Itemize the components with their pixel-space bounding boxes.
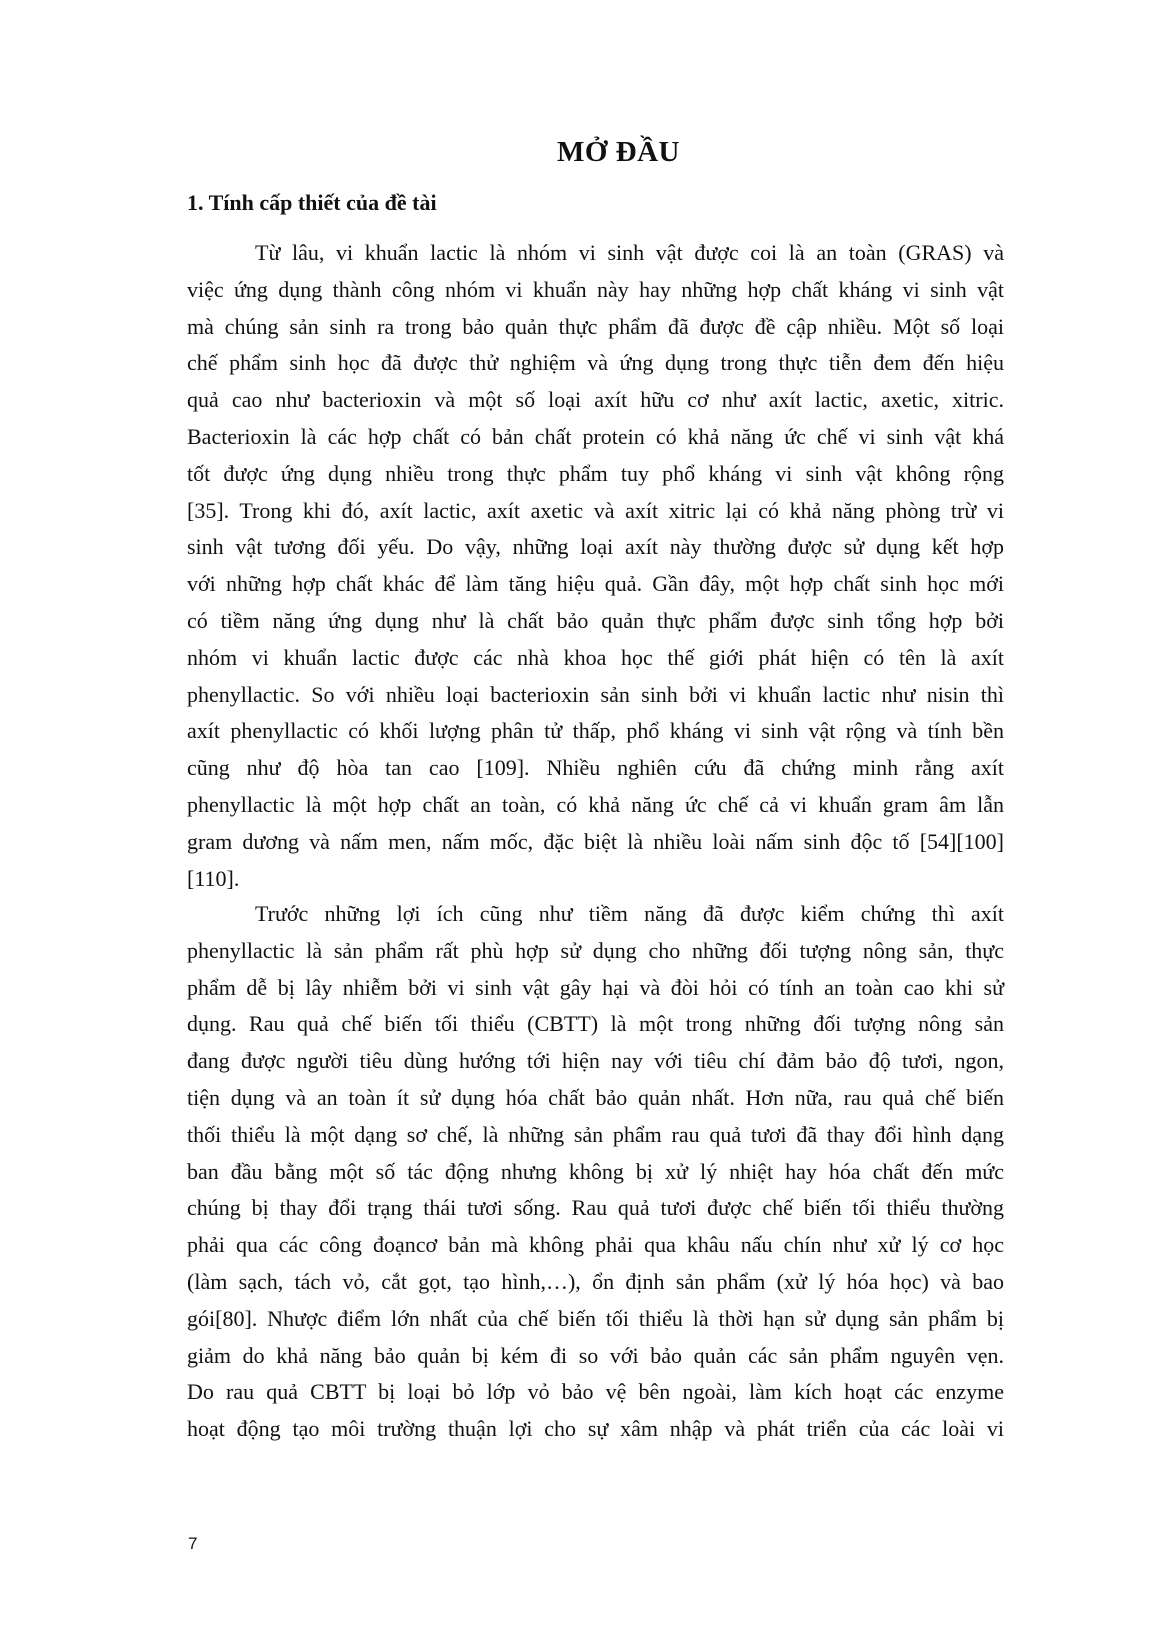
paragraph-line: phẩm dễ bị lây nhiễm bởi vi sinh vật gây hại và đòi hỏi có tính an toàn cao khi sử bbox=[187, 974, 1004, 1000]
paragraph-line: đang được người tiêu dùng hướng tới hiện nay với tiêu chí đảm bảo độ tươi, ngon, bbox=[187, 1048, 1004, 1074]
paragraph-line: mà chúng sản sinh ra trong bảo quản thực phẩm đã được đề cập nhiều. Một số loại bbox=[187, 313, 1004, 339]
paragraph-line: Bacterioxin là các hợp chất có bản chất protein có khả năng ức chế vi sinh vật khá bbox=[187, 423, 1004, 449]
paragraph-line: [110]. bbox=[187, 865, 240, 891]
section-heading: 1. Tính cấp thiết của đề tài bbox=[187, 190, 437, 215]
paragraph-line: cũng như độ hòa tan cao [109]. Nhiều nghiên cứu đã chứng minh rằng axít bbox=[187, 755, 1004, 781]
paragraph-line: chúng bị thay đổi trạng thái tươi sống. Rau quả tươi được chế biến tối thiểu thường bbox=[187, 1195, 1004, 1221]
paragraph-line: gói[80]. Nhược điểm lớn nhất của chế biến tối thiểu là thời hạn sử dụng sản phẩm bị bbox=[187, 1305, 1004, 1331]
paragraph-line: hoạt động tạo môi trường thuận lợi cho sự xâm nhập và phát triển của các loài vi bbox=[187, 1416, 1004, 1442]
paragraph-line: gram dương và nấm men, nấm mốc, đặc biệt là nhiều loài nấm sinh độc tố [54][100] bbox=[187, 828, 1004, 854]
paragraph-line: [35]. Trong khi đó, axít lactic, axít axetic và axít xitric lại có khả năng phòng trừ vi bbox=[187, 497, 1004, 523]
paragraph-line: sinh vật tương đối yếu. Do vậy, những loại axít này thường được sử dụng kết hợp bbox=[187, 534, 1004, 560]
paragraph-line: phenyllactic. So với nhiều loại bacterioxin sản sinh bởi vi khuẩn lactic như nisin thì bbox=[187, 681, 1004, 707]
paragraph-line: Trước những lợi ích cũng như tiềm năng đã được kiểm chứng thì axít bbox=[255, 901, 1004, 926]
paragraph-line: nhóm vi khuẩn lactic được các nhà khoa học thế giới phát hiện có tên là axít bbox=[187, 644, 1004, 670]
paragraph-line: quả cao như bacterioxin và một số loại axít hữu cơ như axít lactic, axetic, xitric. bbox=[187, 387, 1004, 413]
paragraph-line: thối thiểu là một dạng sơ chế, là những sản phẩm rau quả tươi đã thay đổi hình dạng bbox=[187, 1121, 1004, 1147]
paragraph-line: việc ứng dụng thành công nhóm vi khuẩn này hay những hợp chất kháng vi sinh vật bbox=[187, 276, 1004, 302]
paragraph-line: ban đầu bằng một số tác động nhưng không bị xử lý nhiệt hay hóa chất đến mức bbox=[187, 1158, 1004, 1184]
paragraph-line: Do rau quả CBTT bị loại bỏ lớp vỏ bảo vệ bên ngoài, làm kích hoạt các enzyme bbox=[187, 1379, 1004, 1405]
paragraph-2 bbox=[187, 896, 1004, 1448]
paragraph-line: Từ lâu, vi khuẩn lactic là nhóm vi sinh vật được coi là an toàn (GRAS) và bbox=[255, 240, 1004, 265]
paragraph-line: tốt được ứng dụng nhiều trong thực phẩm tuy phổ kháng vi sinh vật không rộng bbox=[187, 460, 1004, 486]
paragraph-line: chế phẩm sinh học đã được thử nghiệm và ứng dụng trong thực tiễn đem đến hiệu bbox=[187, 350, 1004, 376]
paragraph-1 bbox=[187, 235, 1004, 897]
paragraph-line: phải qua các công đoạncơ bản mà không phải qua khâu nấu chín như xử lý cơ học bbox=[187, 1232, 1004, 1258]
document-title: MỞ ĐẦU bbox=[556, 136, 680, 168]
paragraph-line: axít phenyllactic có khối lượng phân tử thấp, phổ kháng vi sinh vật rộng và tính bền bbox=[187, 718, 1004, 744]
paragraph-line: dụng. Rau quả chế biến tối thiểu (CBTT) là một trong những đối tượng nông sản bbox=[187, 1011, 1004, 1037]
paragraph-line: giảm do khả năng bảo quản bị kém đi so với bảo quản các sản phẩm nguyên vẹn. bbox=[187, 1342, 1004, 1368]
paragraph-line: phenyllactic là một hợp chất an toàn, có khả năng ức chế cả vi khuẩn gram âm lẫn bbox=[187, 791, 1004, 817]
page-number: 7 bbox=[188, 1534, 198, 1553]
paragraph-line: với những hợp chất khác để làm tăng hiệu quả. Gần đây, một hợp chất sinh học mới bbox=[187, 571, 1004, 597]
paragraph-line: (làm sạch, tách vỏ, cắt gọt, tạo hình,…), ổn định sản phẩm (xử lý hóa học) và bao bbox=[187, 1268, 1004, 1294]
paragraph-line: có tiềm năng ứng dụng như là chất bảo quản thực phẩm được sinh tổng hợp bởi bbox=[187, 607, 1004, 633]
paragraph-line: tiện dụng và an toàn ít sử dụng hóa chất bảo quản nhất. Hơn nữa, rau quả chế biến bbox=[187, 1084, 1004, 1110]
paragraph-line: phenyllactic là sản phẩm rất phù hợp sử dụng cho những đối tượng nông sản, thực bbox=[187, 937, 1004, 963]
